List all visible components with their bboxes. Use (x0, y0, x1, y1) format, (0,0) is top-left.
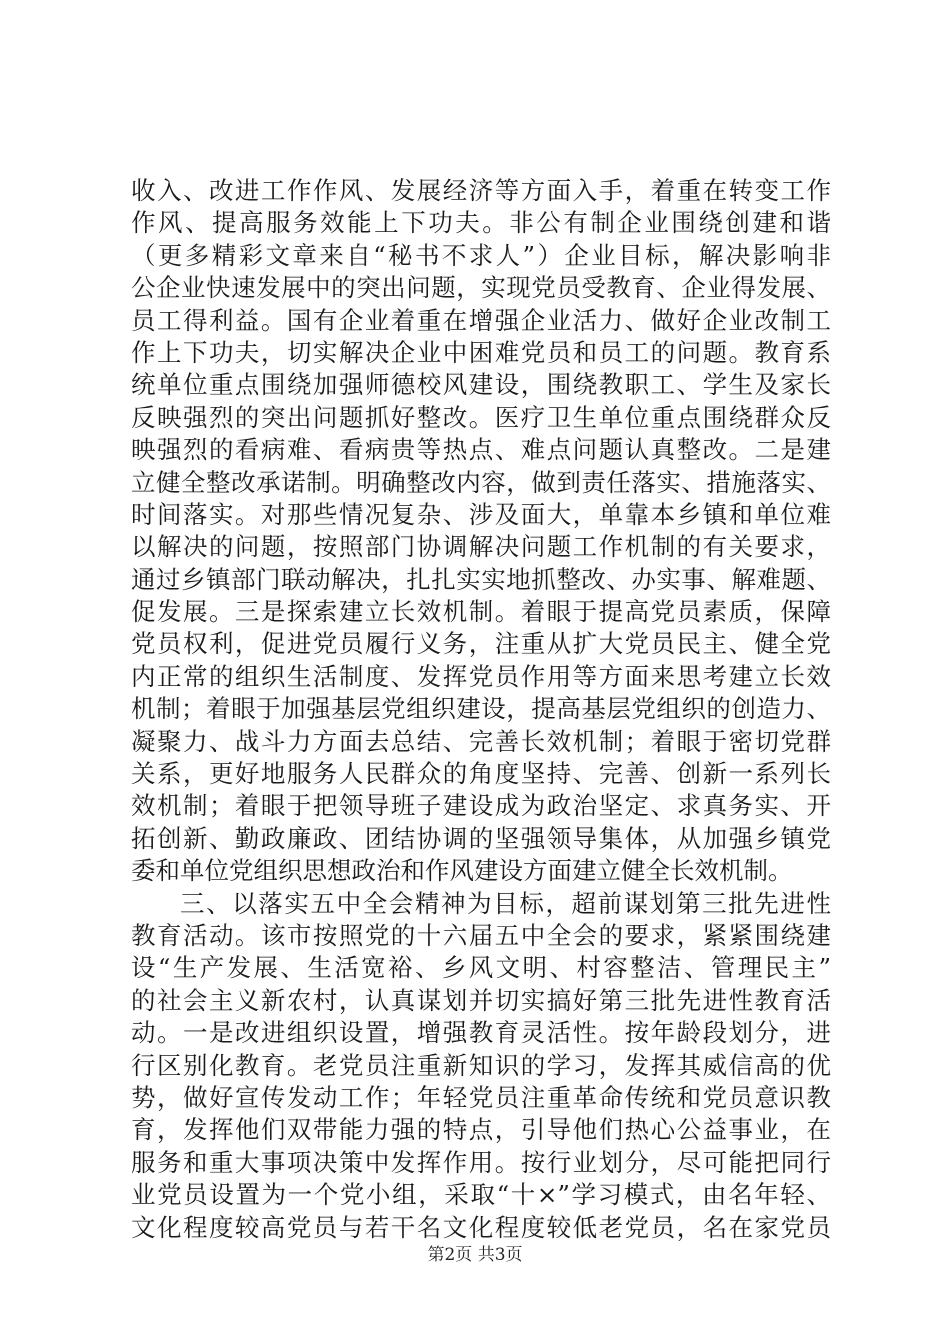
text-line: 教育活动。该市按照党的十六届五中全会的要求，紧紧围绕建 (131, 920, 831, 950)
text-line: 党员权利，促进党员履行义务，注重从扩大党员民主、健全党 (131, 629, 831, 659)
text-line: 设“生产发展、生活宽裕、乡风文明、村容整洁、管理民主” (131, 953, 831, 983)
text-line: 凝聚力、战斗力方面去总结、完善长效机制；着眼于密切党群 (131, 726, 831, 756)
text-line: 作风、提高服务效能上下功夫。非公有制企业围绕创建和谐 (131, 208, 831, 238)
text-line: 作上下功夫，切实解决企业中困难党员和员工的问题。教育系 (131, 337, 831, 367)
text-line: 文化程度较高党员与若干名文化程度较低老党员，名在家党员 (131, 1212, 831, 1242)
text-line: 服务和重大事项决策中发挥作用。按行业划分，尽可能把同行 (131, 1147, 831, 1177)
text-line: 行区别化教育。老党员注重新知识的学习，发挥其威信高的优 (131, 1050, 831, 1080)
text-line: 委和单位党组织思想政治和作风建设方面建立健全长效机制。 (131, 856, 793, 886)
body-text (131, 175, 831, 1244)
text-line: 效机制；着眼于把领导班子建设成为政治坚定、求真务实、开 (131, 791, 831, 821)
text-line: 映强烈的看病难、看病贵等热点、难点问题认真整改。二是建 (131, 435, 831, 465)
text-line: 时间落实。对那些情况复杂、涉及面大，单靠本乡镇和单位难 (131, 499, 831, 529)
text-line: 内正常的组织生活制度、发挥党员作用等方面来思考建立长效 (131, 661, 831, 691)
text-line: 公企业快速发展中的突出问题，实现党员受教育、企业得发展、 (131, 273, 831, 303)
text-line: 通过乡镇部门联动解决，扎扎实实地抓整改、办实事、解难题、 (131, 564, 831, 594)
text-line: 统单位重点围绕加强师德校风建设，围绕教职工、学生及家长 (131, 370, 831, 400)
text-line: 以解决的问题，按照部门协调解决问题工作机制的有关要求， (131, 532, 831, 562)
text-line: 促发展。三是探索建立长效机制。着眼于提高党员素质，保障 (131, 597, 831, 627)
text-line: 业党员设置为一个党小组，采取“十×”学习模式，由名年轻、 (131, 1180, 831, 1210)
text-line: 动。一是改进组织设置，增强教育灵活性。按年龄段划分，进 (131, 1018, 831, 1048)
text-line: 关系，更好地服务人民群众的角度坚持、完善、创新一系列长 (131, 759, 831, 789)
text-line: 收入、改进工作作风、发展经济等方面入手，着重在转变工作 (131, 176, 831, 205)
text-line: 的社会主义新农村，认真谋划并切实搞好第三批先进性教育活 (131, 985, 831, 1015)
text-line: 拓创新、勤政廉政、团结协调的坚强领导集体，从加强乡镇党 (131, 823, 831, 853)
page-number-footer: 第2页 共3页 (427, 1245, 523, 1265)
text-line: 立健全整改承诺制。明确整改内容，做到责任落实、措施落实、 (131, 467, 831, 497)
text-line: 员工得利益。国有企业着重在增强企业活力、做好企业改制工 (131, 305, 831, 335)
text-line: 育，发挥他们双带能力强的特点，引导他们热心公益事业，在 (131, 1115, 831, 1145)
text-line: 反映强烈的突出问题抓好整改。医疗卫生单位重点围绕群众反 (131, 402, 831, 432)
text-line: （更多精彩文章来自“秘书不求人”）企业目标，解决影响非 (131, 240, 831, 270)
text-line: 三、以落实五中全会精神为目标，超前谋划第三批先进性 (180, 888, 831, 918)
text-line: 势，做好宣传发动工作；年轻党员注重革命传统和党员意识教 (131, 1082, 831, 1112)
text-line: 机制；着眼于加强基层党组织建设，提高基层党组织的创造力、 (131, 694, 831, 724)
